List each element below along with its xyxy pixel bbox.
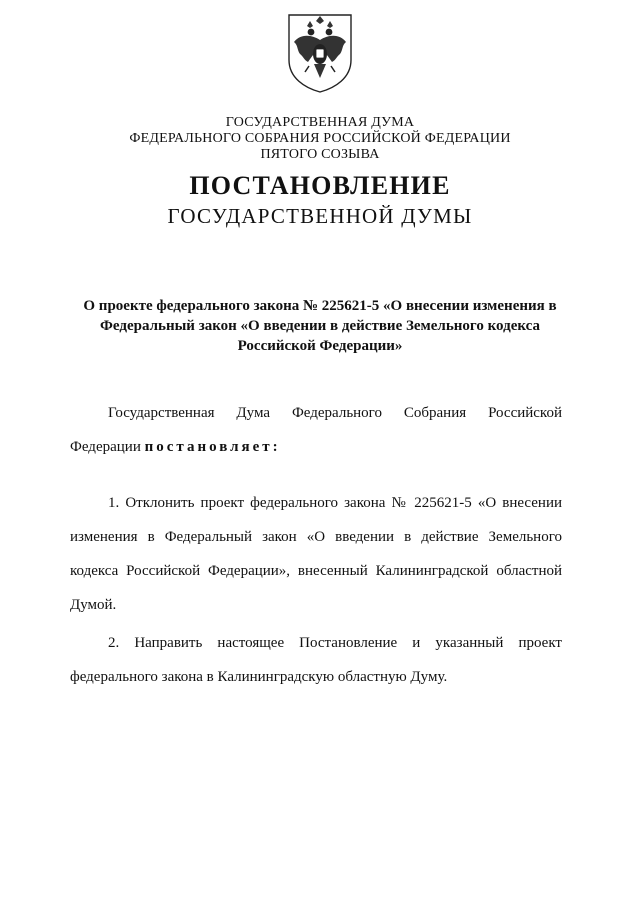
- document-issuer-title: ГОСУДАРСТВЕННОЙ ДУМЫ: [167, 204, 473, 228]
- resolution-item-1: 1. Отклонить проект федерального закона № 225621-5 «О внесении изменения в Федеральный закон «О введении в действие Земельного кодекса Российской Федерации», внесенный Калининградской областной Думой.: [70, 495, 562, 613]
- header-line-3: ПЯТОГО СОЗЫВА: [260, 147, 380, 162]
- preamble-verb: постановляет:: [144, 439, 281, 455]
- resolution-item-2: 2. Направить настоящее Постановление и указанный проект федерального закона в Калининградскую областную Думу.: [70, 635, 562, 685]
- header-line-2: ФЕДЕРАЛЬНОГО СОБРАНИЯ РОССИЙСКОЙ ФЕДЕРАЦИИ: [129, 131, 511, 146]
- header-line-1: ГОСУДАРСТВЕННАЯ ДУМА: [225, 115, 415, 130]
- document-subject: О проекте федерального закона № 225621-5 «О внесении изменения в Федеральный закон «О введении в действие Земельного кодекса Российской Федерации»: [83, 298, 557, 354]
- russian-coat-of-arms-icon: [285, 12, 355, 94]
- document-type-title: ПОСТАНОВЛЕНИЕ: [189, 171, 451, 200]
- preamble-text: Государственная Дума Федерального Собрания Российской Федерации: [70, 405, 562, 455]
- preamble-paragraph: [70, 396, 562, 464]
